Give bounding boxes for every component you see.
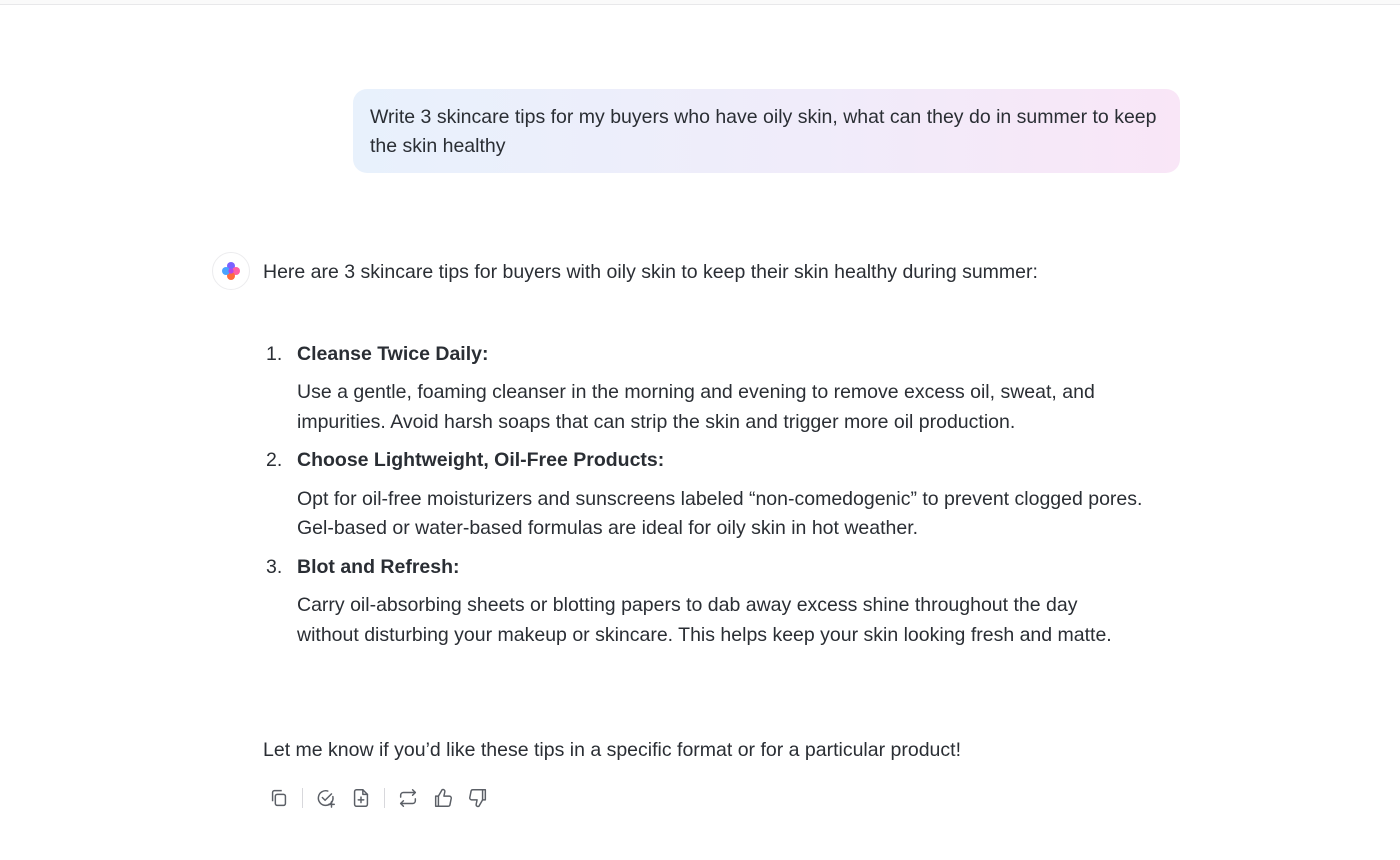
list-item-body: Opt for oil-free moisturizers and sunscreens labeled “non-comedogenic” to prevent clogged pores. Gel-based or water-based formulas are ideal for oily skin in hot weather.: [297, 487, 1143, 539]
assistant-avatar: [212, 252, 250, 290]
regenerate-icon: [397, 787, 419, 809]
tips-list: [263, 340, 1143, 651]
thumbs-down-icon: [467, 787, 489, 809]
message-action-bar: [263, 782, 494, 814]
thumbs-up-icon: [432, 787, 454, 809]
add-to-doc-button[interactable]: [345, 782, 377, 814]
action-divider: [384, 788, 385, 808]
assistant-response: [263, 258, 1143, 761]
list-item-title: Cleanse Twice Daily:: [297, 342, 489, 365]
list-item-number: 3.: [266, 555, 283, 578]
user-message-bubble: [353, 89, 1180, 173]
thumbs-down-button[interactable]: [462, 782, 494, 814]
add-document-icon: [350, 787, 372, 809]
list-item-number: 2.: [266, 449, 283, 471]
action-divider: [302, 788, 303, 808]
check-plus-icon: [315, 787, 337, 809]
response-outro: Let me know if you’d like these tips in a specific format or for a particular product!: [263, 739, 961, 761]
list-item: [263, 446, 1143, 544]
list-item-number: 1.: [266, 342, 283, 365]
copy-icon: [268, 787, 290, 809]
regenerate-button[interactable]: [392, 782, 424, 814]
list-item: [263, 553, 1143, 651]
thumbs-up-button[interactable]: [427, 782, 459, 814]
ai-flower-logo-icon: [220, 260, 242, 282]
list-item-body: Carry oil-absorbing sheets or blotting papers to dab away excess shine throughout the day without disturbing your makeup or skincare. This helps keep your skin looking fresh and matte.: [297, 594, 1112, 646]
list-item-title: Choose Lightweight, Oil-Free Products:: [297, 449, 665, 471]
user-message-text: Write 3 skincare tips for my buyers who have oily skin, what can they do in summer to keep the skin healthy: [370, 106, 1157, 157]
list-item: [263, 340, 1143, 438]
top-divider: [0, 0, 1400, 5]
response-intro: Here are 3 skincare tips for buyers with oily skin to keep their skin healthy during summer:: [263, 261, 1038, 283]
list-item-title: Blot and Refresh:: [297, 555, 460, 578]
create-task-button[interactable]: [310, 782, 342, 814]
list-item-body: Use a gentle, foaming cleanser in the morning and evening to remove excess oil, sweat, and impurities. Avoid harsh soaps that can strip the skin and trigger more oil production.: [297, 381, 1095, 433]
copy-button[interactable]: [263, 782, 295, 814]
